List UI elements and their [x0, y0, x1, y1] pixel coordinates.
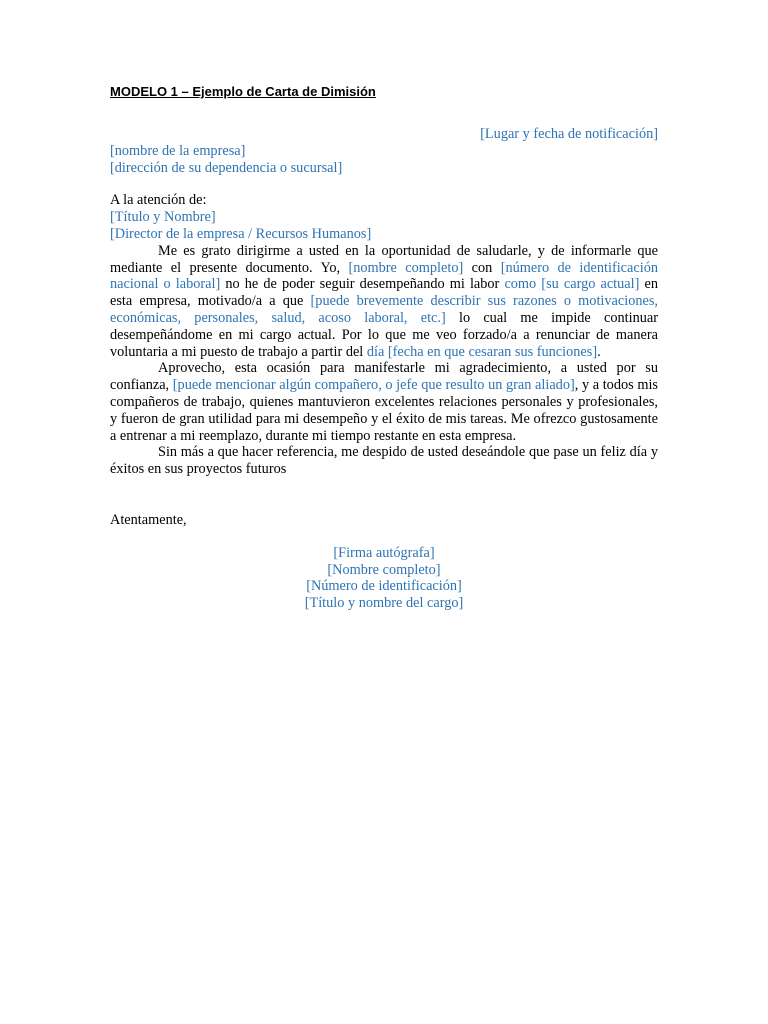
document-title: MODELO 1 – Ejemplo de Carta de Dimisión: [110, 84, 376, 99]
paragraph-3: Sin más a que hacer referencia, me despido de usted deseándole que pase un feliz día y éxitos en sus proyectos futuros: [110, 444, 658, 478]
p1-text-4: en esta empresa, motivado/a a que: [110, 276, 658, 310]
p1-placeholder-name: [nombre completo]: [348, 259, 464, 276]
closing: Atentamente,: [110, 511, 187, 528]
p1-text-6: .: [597, 343, 601, 360]
attention-title-name: [Título y Nombre]: [110, 209, 216, 226]
attention-block: [110, 192, 658, 242]
p1-placeholder-reasons: [puede brevemente describir sus razones o motivaciones, económicas, personales, salud, acoso laboral, etc.]: [110, 293, 658, 326]
p1-text-1: Me es grato dirigirme a usted en la oportunidad de saludarle, y de informarle que mediante el presente documento. Yo,: [110, 242, 658, 276]
p2-text-2: , y a todos mis compañeros de trabajo, quienes mantuvieron excelentes relaciones personales y profesionales, y fueron de gran utilidad para mi desempeño y el éxito de mis tareas. Me ofrezco gustosamente a entrenar a mi reemplazo, durante mi tiempo restante en esta empresa.: [110, 377, 658, 444]
company-block: [110, 143, 658, 177]
signature-name: [Nombre completo]: [327, 561, 441, 578]
attention-label: A la atención de:: [110, 192, 207, 209]
letter-page: [110, 84, 658, 612]
p1-text-2: con: [463, 259, 501, 276]
paragraph-1: [110, 243, 658, 361]
signature-block: [110, 545, 658, 612]
signature-id: [Número de identificación]: [306, 578, 462, 595]
place-date: [Lugar y fecha de notificación]: [480, 126, 658, 142]
p1-placeholder-position: como [su cargo actual]: [504, 276, 640, 293]
signature-position: [Título y nombre del cargo]: [304, 595, 464, 612]
signature-sign: [Firma autógrafa]: [333, 544, 435, 561]
p1-placeholder-date: día [fecha en que cesaran sus funciones]: [366, 343, 598, 360]
p1-text-3: no he de poder seguir desempeñando mi labor: [220, 276, 505, 293]
attention-department: [Director de la empresa / Recursos Humanos]: [110, 225, 372, 242]
p1-text-5: lo cual me impide continuar desempeñándome en mi cargo actual. Por lo que me veo forzado/a a renunciar de manera voluntaria a mi puesto de trabajo a partir del: [110, 309, 659, 360]
p2-text-1: Aprovecho, esta ocasión para manifestarle mi agradecimiento, a usted por su confianza,: [110, 360, 658, 394]
p2-placeholder-colleague: [puede mencionar algún compañero, o jefe que resulto un gran aliado]: [172, 377, 575, 394]
company-name: [nombre de la empresa]: [110, 142, 246, 159]
company-address: [dirección de su dependencia o sucursal]: [110, 159, 343, 176]
paragraph-2: [110, 360, 658, 444]
p1-placeholder-id: [número de identificación nacional o laboral]: [110, 259, 658, 293]
